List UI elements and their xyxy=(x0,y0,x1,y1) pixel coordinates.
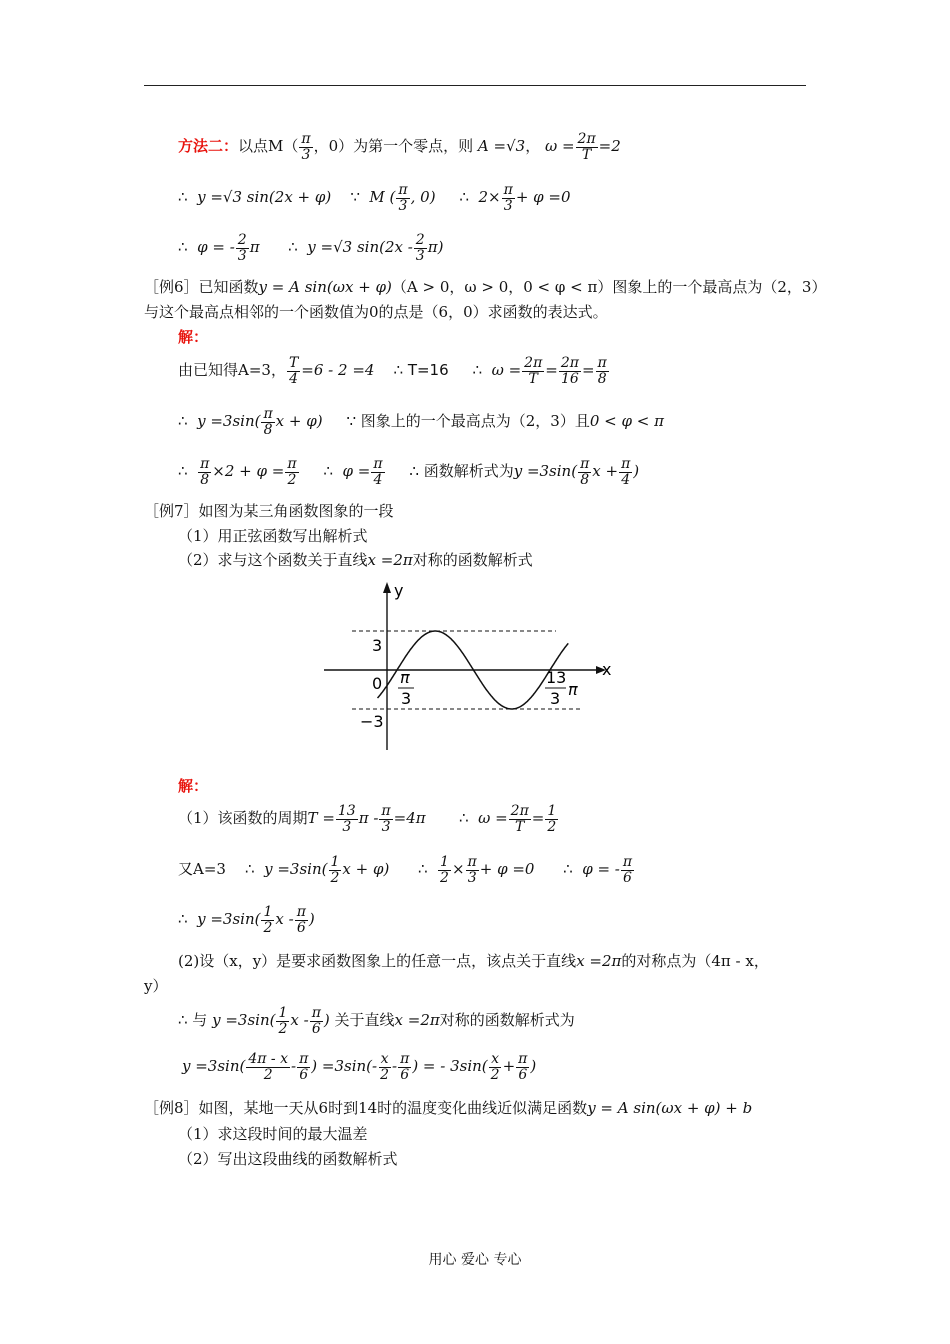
ex6-solution-label: 解： xyxy=(178,328,209,346)
ex7-solution-label: 解： xyxy=(178,777,209,795)
ex7-q1: （1）用正弦函数写出解析式 xyxy=(178,527,368,545)
ex6-line2: 与这个最高点相邻的一个函数值为0的点是（6，0）求函数的表达式。 xyxy=(144,303,608,321)
method2-line1: 方法二：以点M（ $\frac{\pi}{3}$ ，0）为第一个零点，则 A =√3， ω = $\frac{2\pi}{T}$ =2 xyxy=(178,131,621,163)
ex7-ans1-line2: 又A=3 ∴ y =3sin( $\frac{1}{2}$ x + φ) ∴ $\frac{1}{2}$ × $\frac{\pi}{3}$ + φ =0 ∴ φ = - $\frac{\pi}{6}$ xyxy=(178,854,633,886)
method2-label: 方法二： xyxy=(178,137,239,156)
y-axis-arrow xyxy=(383,582,391,593)
ex8-title: ［例8］如图，某地一天从6时到14时的温度变化曲线近似满足函数y = A sin(ωx + φ) + b xyxy=(144,1099,753,1117)
method2-line2: ∴ y =√3 sin(2x + φ) ∵ M ( $\frac{\pi}{3}$ , 0) ∴ 2× $\frac{\pi}{3}$ + φ =0 xyxy=(178,182,571,214)
y-axis-label: y xyxy=(394,581,404,600)
ex7-part2-line2: y） xyxy=(144,977,168,995)
ex8-q2: （2）写出这段曲线的函数解析式 xyxy=(178,1150,398,1168)
page-footer: 用心 爱心 专心 xyxy=(428,1252,522,1268)
tick-3: 3 xyxy=(372,636,383,655)
x1-denominator: 3 xyxy=(401,689,412,708)
x-axis-label: x xyxy=(602,660,612,679)
ex6-line1: ［例6］已知函数y = A sin(ωx + φ)（A > 0，ω > 0，0 < φ < π）图象上的一个最高点为（2，3） xyxy=(144,278,827,296)
x2-pi: π xyxy=(568,680,578,699)
ex7-part2-line1: (2)设（x，y）是要求函数图象上的任意一点，该点关于直线x =2π的对称点为（4π - x， xyxy=(178,952,769,970)
ex6-sol-line3: ∴ $\frac{\pi}{8}$ ×2 + φ = $\frac{\pi}{2}$ ∴ φ = $\frac{\pi}{4}$ ∴ 函数解析式为y =3sin( $\frac{\pi}{8}$ x + $\frac{\pi}{4}$ ) xyxy=(178,456,640,488)
ex7-q2: （2）求与这个函数关于直线x =2π对称的函数解析式 xyxy=(178,551,533,569)
ex6-sol-line1: 由已知得A=3， $\frac{T}{4}$ =6 - 2 =4 ∴ T=16 ∴ ω = $\frac{2\pi}{T}$ = $\frac{2\pi}{16}$ = $\frac{\pi}{8}$ xyxy=(178,355,607,387)
x2-numerator: 13 xyxy=(546,668,567,687)
ex7-part2-line3: ∴ 与 y =3sin( $\frac{1}{2}$ x - $\frac{\pi}{6}$ ) 关于直线x =2π对称的函数解析式为 xyxy=(178,1005,575,1037)
sine-graph xyxy=(310,578,620,753)
ex8-q1: （1）求这段时间的最大温差 xyxy=(178,1125,368,1143)
ex7-final-formula: y =3sin( $\frac{4\pi - x}{2}$ - $\frac{\pi}{6}$ ) =3sin(- $\frac{x}{2}$ - $\frac{\pi}{6}$ ) = - 3sin( $\frac{x}{2}$ + $\frac{\pi}{6}$ ) xyxy=(182,1051,537,1083)
ex6-sol-line2: ∴ y =3sin( $\frac{\pi}{8}$ x + φ) ∵ 图象上的一个最高点为（2，3）且0 < φ < π xyxy=(178,406,664,438)
ex7-title: ［例7］如图为某三角函数图象的一段 xyxy=(144,502,394,520)
header-rule xyxy=(144,85,806,86)
ex7-ans1-line3: ∴ y =3sin( $\frac{1}{2}$ x - $\frac{\pi}{6}$ ) xyxy=(178,904,315,936)
tick-neg3: −3 xyxy=(360,712,384,731)
ex7-ans1-line1: （1）该函数的周期T = $\frac{13}{3}$ π - $\frac{\pi}{3}$ =4π ∴ ω = $\frac{2\pi}{T}$ = $\frac{1}{2}$ xyxy=(178,803,557,835)
x1-numerator: π xyxy=(400,668,410,687)
method2-line3: ∴ φ = - $\frac{2}{3}$ π ∴ y =√3 sin(2x - $\frac{2}{3}$ π) xyxy=(178,232,444,264)
x2-denominator: 3 xyxy=(550,689,561,708)
tick-0: 0 xyxy=(372,674,383,693)
